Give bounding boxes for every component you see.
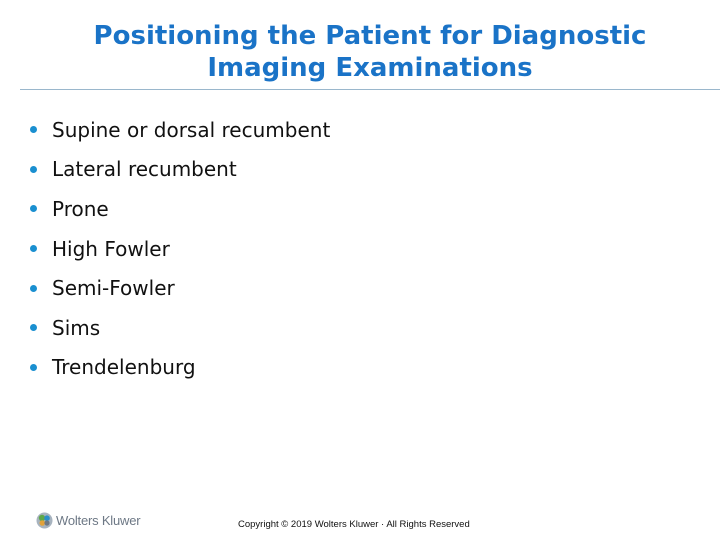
slide-title — [20, 20, 720, 84]
wolters-kluwer-logo-icon — [36, 512, 53, 529]
logo-wordmark: Wolters Kluwer — [56, 513, 141, 528]
bullet-item — [30, 268, 330, 308]
bullet-icon — [30, 126, 37, 133]
bullet-item — [30, 110, 330, 150]
bullet-text: High Fowler — [52, 236, 170, 261]
copyright-notice: Copyright © 2019 Wolters Kluwer · All Rights Reserved — [238, 519, 470, 530]
bullet-item — [30, 189, 330, 229]
bullet-item — [30, 348, 330, 388]
bullet-list — [30, 110, 330, 387]
bullet-text: Prone — [52, 196, 109, 221]
bullet-icon — [30, 245, 37, 252]
bullet-item — [30, 229, 330, 269]
bullet-icon — [30, 285, 37, 292]
wolters-kluwer-logo — [36, 512, 140, 529]
bullet-icon — [30, 364, 37, 371]
title-divider — [20, 89, 720, 90]
bullet-icon — [30, 205, 37, 212]
bullet-text: Sims — [52, 315, 101, 340]
slide-title-line-2: Imaging Examinations — [207, 53, 533, 83]
bullet-item — [30, 150, 330, 190]
slide-title-line-1: Positioning the Patient for Diagnostic — [93, 21, 647, 51]
bullet-text: Lateral recumbent — [52, 157, 237, 182]
bullet-icon — [30, 324, 37, 331]
bullet-text: Trendelenburg — [52, 355, 196, 380]
bullet-item — [30, 308, 330, 348]
bullet-text: Semi-Fowler — [52, 276, 175, 301]
bullet-icon — [30, 166, 37, 173]
bullet-text: Supine or dorsal recumbent — [52, 117, 331, 142]
